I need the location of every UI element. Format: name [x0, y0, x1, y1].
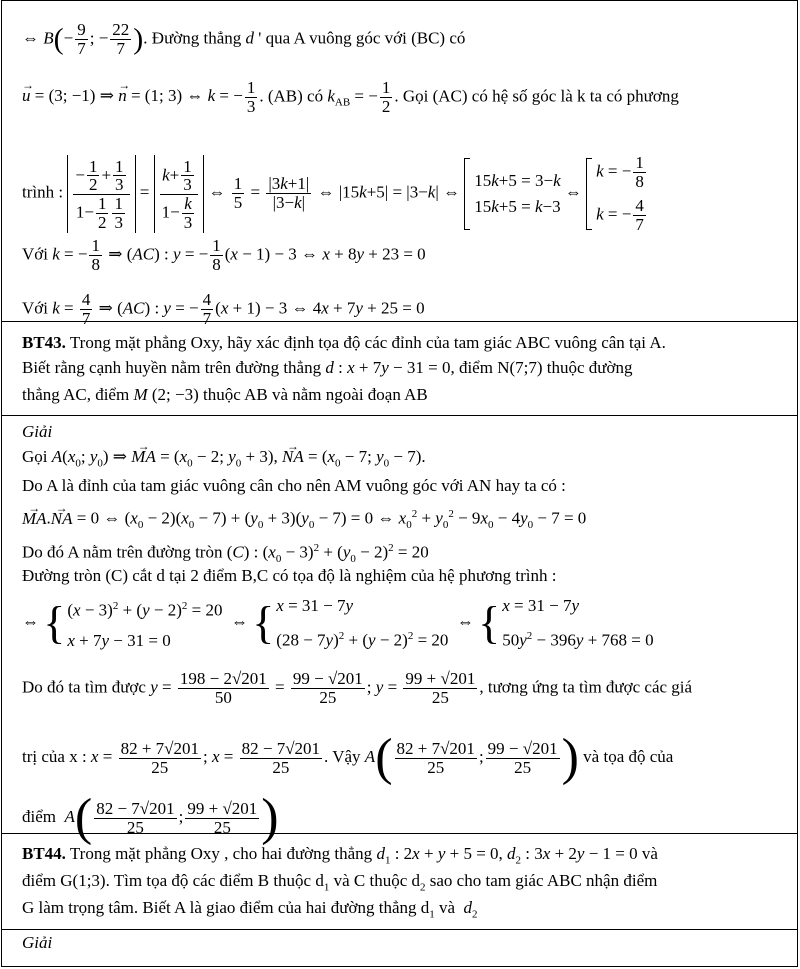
bt44-line-1: BT44. Trong mặt phẳng Oxy , cho hai đường thẳng $d_1$ : 2x + y + 5 = 0, $d_2$ : 3x + 2y − 1 = 0 và — [22, 844, 658, 867]
bt44-line-3: G làm trọng tâm. Biết A là giao điểm của hai đường thẳng $d_1$ và $d_2$ — [22, 898, 478, 921]
bt43-line-1: BT43. Trong mặt phẳng Oxy, hãy xác định tọa độ các đỉnh của tam giác ABC vuông cân tại A. — [22, 333, 666, 352]
sol43-line-8: trị của x : x = $\frac{82 + 7√201}{25}$ ; x = $\frac{82 - 7√201}{25}$ . Vậy A( $\frac{82 + 7√201}{25}$ ; $\frac{99 - √201}{25}$ ) và tọa độ của — [22, 729, 674, 786]
sol43-line-1: Gọi $A(x_0$; $y_0$) ⇒ → MA = ($x_0 - 2$; $y_0 + 3$), → NA = ($x_0 - 7$; $y_0 - 7$). — [22, 447, 426, 473]
giai-label: Giải — [22, 422, 53, 441]
sol43-line-7: Do đó ta tìm được y = $\frac{198 - 2√201}{50}$ = $\frac{99 - √201}{25}$ ; y = $\frac{99 + √201}{25}$ , tương ứng ta tìm được các giá — [22, 669, 693, 707]
sol43-line-3: → MA.→ NA = 0 ⇔ $(x_0 - 2)(x_0 - 7) + (y_0 + 3)(y_0 - 7) = 0$ ⇔ $x_0^2 + y_0^2 - 9x_0 - 4y_0 - 7 = 0$ — [22, 504, 586, 535]
sol43-system: ⇔ { $(x - 3)^2 + (y - 2)^2 = 20$ x + 7y − 31 = 0 ⇔ { x = 31 − 7y $(28 - 7y)^2 + (y - 2)^2 = 20$ ⇔ { x = 31 − 7y $50y^2 - 396y + 768 = 0$ — [22, 596, 654, 650]
solution-line-3: trình : − $\frac{1}{2}$ + $\frac{1}{3}$ 1− $\frac{1}{2}$ $\frac{1}{3}$ = k+ $\frac{1}{3}$ 1− $\frac{k}{3}$ ⇔ $\frac{1}{5}$ = $\frac{|3k+1|}{|3-k|}$ ⇔ |15k+5| = |3−k| ⇔ 15k+5 = 3−k 15k+5 = k−3 ⇔ k = − $\frac{1}{8}$ k = − $\frac{4}{7}$ — [22, 153, 644, 234]
sol43-line-5: Đường tròn (C) cắt d tại 2 điểm B,C có tọa độ là nghiệm của hệ phương trình : — [22, 566, 557, 585]
bt44-line-2: điểm G(1;3). Tìm tọa độ các điểm B thuộc $d_1$ và C thuộc $d_2$ sao cho tam giác ABC nhận điểm — [22, 871, 658, 894]
solution-line-4: Với k = − $\frac{1}{8}$ ⇒ (AC) : y = − $\frac{1}{8}$ (x − 1) − 3 ⇔ x + 8y + 23 = 0 — [22, 236, 426, 274]
solution-bt44-section — [2, 930, 797, 968]
solution-line-5: Với k = $\frac{4}{7}$ ⇒ (AC) : y = − $\frac{4}{7}$ (x + 1) − 3 ⇔ 4x + 7y + 25 = 0 — [22, 290, 425, 328]
solution-line-1: ⇔ B(− $\frac{9}{7}$ ; − $\frac{22}{7}$ ). Đường thẳng d ' qua A vuông góc với (BC) có — [22, 20, 466, 58]
sol43-line-4: Do đó A nằm trên đường tròn (C) : $(x_0 - 3)^2 + (y_0 - 2)^2 = 20$ — [22, 542, 429, 566]
solution-line-2: → u = (3; −1) ⇒ → n = (1; 3) ⇔ k = − $\frac{1}{3}$ . (AB) có $k_{AB}$ = − $\frac{1}{2}$ . Gọi (AC) có hệ số góc là k ta có phương — [22, 79, 679, 116]
bt43-line-2: Biết rằng cạnh huyền nằm trên đường thẳng d : x + 7y − 31 = 0, điểm N(7;7) thuộc đường — [22, 358, 633, 377]
bt43-line-3: thẳng AC, điểm M (2; −3) thuộc AB và nằm ngoài đoạn AB — [22, 385, 428, 404]
problem-bt44-section — [2, 834, 797, 930]
solution-bt43-section — [2, 416, 797, 846]
previous-solution-section — [2, 1, 797, 328]
giai-label-2: Giải — [22, 933, 53, 952]
document-page — [1, 0, 798, 967]
problem-bt43-section — [2, 322, 797, 416]
sol43-line-9: điểm A( $\frac{82 - 7√201}{25}$ ; $\frac{99 + √201}{25}$ ) — [22, 789, 279, 846]
sol43-line-2: Do A là đỉnh của tam giác vuông cân cho nên AM vuông góc với AN hay ta có : — [22, 476, 566, 495]
